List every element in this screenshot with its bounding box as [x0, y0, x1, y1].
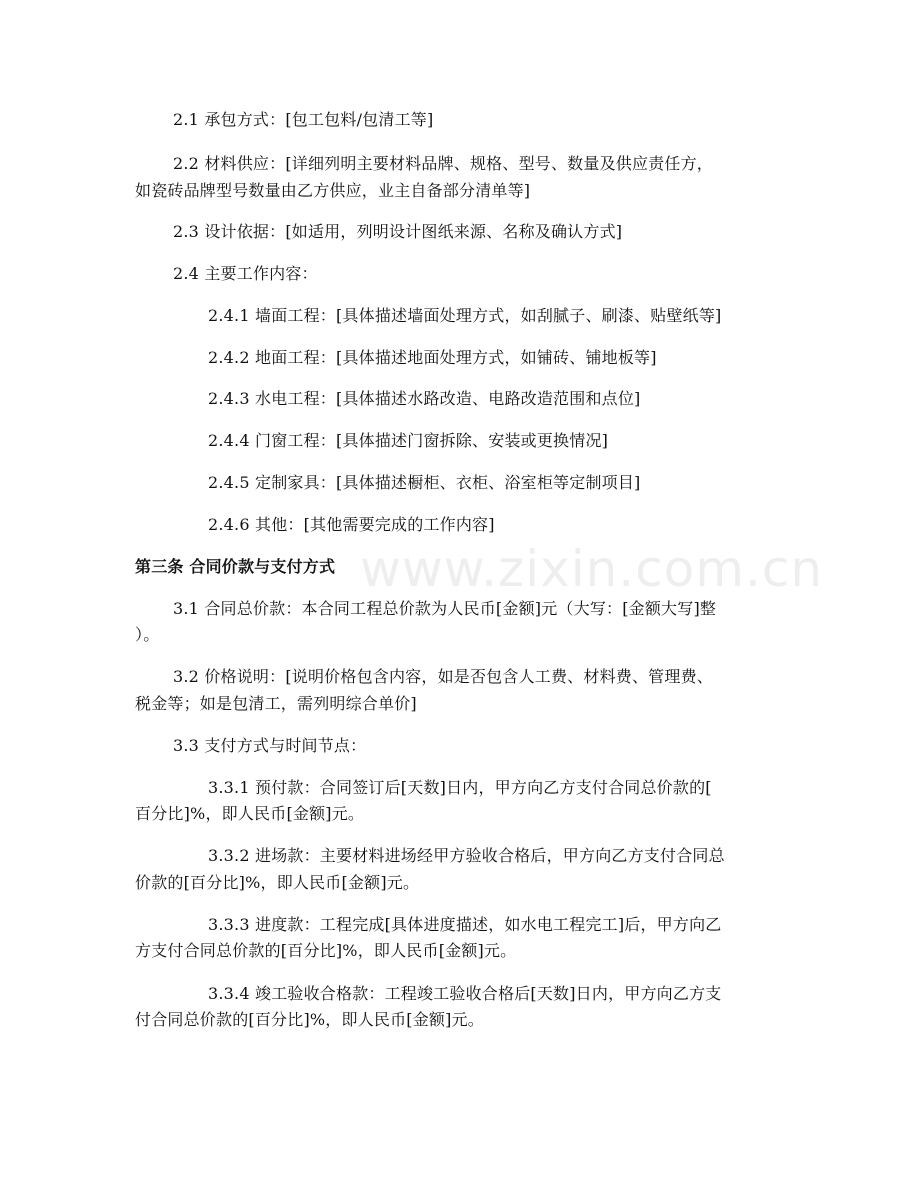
clause-2-4-4: 2.4.4 门窗工程：[具体描述门窗拆除、安装或更换情况]: [208, 431, 609, 450]
clause-2-1: 2.1 承包方式：[包工包料/包清工等]: [173, 110, 434, 129]
clause-3-3-1-line1: 3.3.1 预付款：合同签订后[天数]日内，甲方向乙方支付合同总价款的[: [208, 778, 712, 797]
clause-3-1-line1: 3.1 合同总价款：本合同工程总价款为人民币[金额]元（大写：[金额大写]整: [173, 599, 717, 618]
section-3-heading: 第三条 合同价款与支付方式: [135, 557, 336, 576]
clause-2-2-line1: 2.2 材料供应：[详细列明主要材料品牌、规格、型号、数量及供应责任方，: [173, 154, 713, 173]
clause-3-3-2-line2: 价款的[百分比]%，即人民币[金额]元。: [135, 873, 420, 892]
clause-2-4-2: 2.4.2 地面工程：[具体描述地面处理方式，如铺砖、铺地板等]: [208, 348, 657, 367]
clause-3-3-3-line2: 方支付合同总价款的[百分比]%，即人民币[金额]元。: [135, 941, 517, 960]
clause-2-2-line2: 如瓷砖品牌型号数量由乙方供应，业主自备部分清单等]: [135, 181, 531, 200]
clause-3-3-2-line1: 3.3.2 进场款：主要材料进场经甲方验收合格后，甲方向乙方支付合同总: [208, 846, 725, 865]
clause-3-3: 3.3 支付方式与时间节点：: [173, 736, 367, 755]
watermark-text: www.zixin.com.cn: [360, 540, 824, 598]
clause-2-3: 2.3 设计依据：[如适用，列明设计图纸来源、名称及确认方式]: [173, 222, 623, 241]
clause-3-3-1-line2: 百分比]%，即人民币[金额]元。: [135, 804, 365, 823]
clause-2-4-5: 2.4.5 定制家具：[具体描述橱柜、衣柜、浴室柜等定制项目]: [208, 473, 641, 492]
clause-2-4-1: 2.4.1 墙面工程：[具体描述墙面处理方式，如刮腻子、刷漆、贴壁纸等]: [208, 306, 722, 325]
clause-2-4-3: 2.4.3 水电工程：[具体描述水路改造、电路改造范围和点位]: [208, 389, 641, 408]
clause-3-2-line1: 3.2 价格说明：[说明价格包含内容，如是否包含人工费、材料费、管理费、: [173, 667, 713, 686]
clause-2-4: 2.4 主要工作内容：: [173, 264, 318, 283]
clause-3-2-line2: 税金等；如是包清工，需列明综合单价]: [135, 694, 417, 713]
clause-3-3-4-line1: 3.3.4 竣工验收合格款：工程竣工验收合格后[天数]日内，甲方向乙方支: [208, 984, 722, 1003]
clause-3-3-3-line1: 3.3.3 进度款：工程完成[具体进度描述，如水电工程完工]后，甲方向乙: [208, 915, 722, 934]
clause-2-4-6: 2.4.6 其他：[其他需要完成的工作内容]: [208, 515, 495, 534]
clause-3-3-4-line2: 付合同总价款的[百分比]%，即人民币[金额]元。: [135, 1010, 484, 1029]
clause-3-1-line2: ）。: [135, 625, 160, 644]
